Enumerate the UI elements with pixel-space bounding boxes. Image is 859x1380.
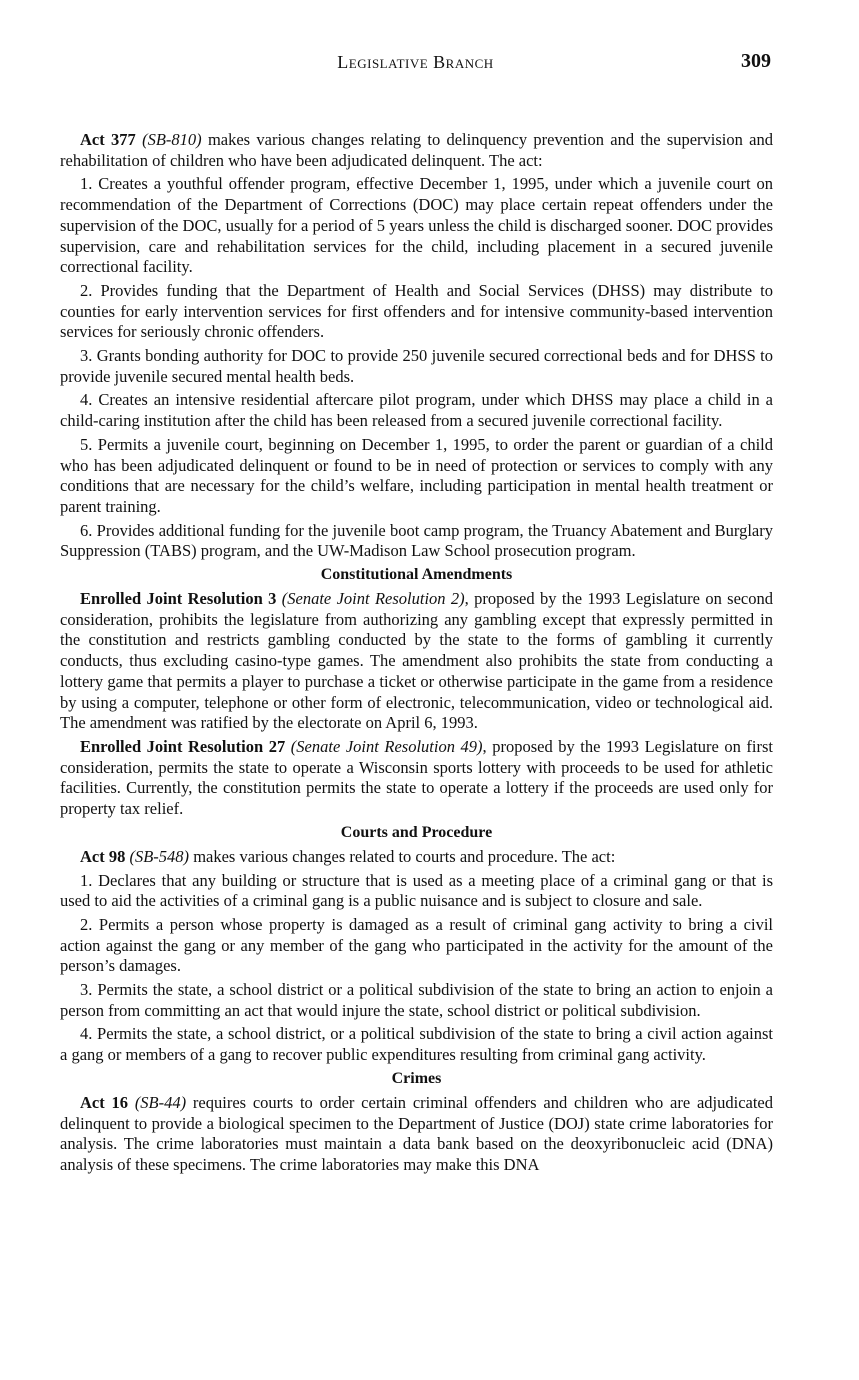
act-98-item-2: 2. Permits a person whose property is damaged as a result of criminal gang activity to bring a civil action against the gang or any member of the gang who participated in the activity for the amount of the person’s damages. [60,914,773,976]
section-heading-courts-and-procedure: Courts and Procedure [340,823,493,841]
act-377-label: Act 377 [80,130,136,149]
ejr-27-label: Enrolled Joint Resolution 27 [80,736,286,756]
act-377-item-2: 2. Provides funding that the Department of Health and Social Services (DHSS) may distribute to counties for early intervention services for first offenders and for intensive community-based intervention services for seriously chronic offenders. [60,280,773,342]
act-98-intro [60,847,773,868]
act-377-item-4: 4. Creates an intensive residential aftercare pilot program, under which DHSS may place a child in a child-caring institution after the child has been released from a secured juvenile correctional facility. [60,390,773,431]
act-377-item-3: 3. Grants bonding authority for DOC to provide 250 juvenile secured correctional beds and for DHSS to provide juvenile secured mental health beds. [60,346,773,386]
page-header [60,50,771,80]
act-377-item-5: 5. Permits a juvenile court, beginning on December 1, 1995, to order the parent or guardian of a child who has been adjudicated delinquent or found to be in need of protection or services to comply with any conditions that are necessary for the child’s welfare, including participation in mental health treatment or parent training. [60,434,773,516]
ejr-27-ref: (Senate Joint Resolution 49) [285,736,483,756]
act-377-item-6: 6. Provides additional funding for the juvenile boot camp program, the Truancy Abatement and Burglary Suppression (TABS) program, and the UW-Madison Law School prosecution program. [60,520,773,561]
act-98-item-4: 4. Permits the state, a school district, or a political subdivision of the state to bring a civil action against a gang or members of a gang to recover public expenditures resulting from criminal gang activity. [60,1024,773,1065]
act-98-intro-text: makes various changes related to courts and procedure. The act: [189,846,616,866]
act-16-text: requires courts to order certain criminal offenders and children who are adjudicated delinquent to provide a biological specimen to the Department of Justice (DOJ) state crime laboratories for analysis. The crime laboratories must maintain a data bank based on the deoxyribonucleic acid (DNA) analysis of these specimens. The crime laboratories may make this DNA [60,1092,774,1174]
act-16-label: Act 16 [80,1092,129,1112]
act-98-label: Act 98 [80,846,126,866]
page-number: 309 [741,50,771,72]
section-heading-constitutional-amendments: Constitutional Amendments [320,566,513,584]
act-98-item-1: 1. Declares that any building or structure that is used as a meeting place of a criminal gang or that is used to aid the activities of a criminal gang is a public nuisance and is subject to closure and sale. [60,870,773,911]
act-98-bill-ref: (SB-548) [125,846,190,866]
act-377-item-1: 1. Creates a youthful offender program, effective December 1, 1995, under which a juvenile court on recommendation of the Department of Corrections (DOC) may place certain repeat offenders under the supervision of the DOC, usually for a period of 5 years unless the child is discharged sooner. DOC provides supervision, care and rehabilitation services for the child, including placement in a secured juvenile correctional facility. [60,174,773,277]
ejr-3-paragraph [60,589,773,734]
act-16-paragraph [60,1093,773,1176]
act-98-item-3: 3. Permits the state, a school district or a political subdivision of the state to bring an action to enjoin a person from committing an act that would injure the state, school district or political subdivision. [60,980,773,1020]
section-heading-crimes: Crimes [391,1069,442,1087]
ejr-27-text: , proposed by the 1993 Legislature on first consideration, permits the state to operate a Wisconsin sports lottery with proceeds to be used for athletic facilities. Currently, the constitution permits the state to operate a lottery if the proceeds are used only for property tax relief. [60,736,773,819]
act-377-bill-ref: (SB-810) [142,130,202,149]
ejr-3-label: Enrolled Joint Resolution 3 [80,589,277,609]
ejr-27-paragraph [60,737,773,820]
body-text [60,130,773,1179]
act-377-intro [60,130,773,171]
act-377-intro-text: makes various changes relating to delinquency prevention and the supervision and rehabilitation of children who have been adjudicated delinquent. The act: [60,130,774,170]
act-16-bill-ref: (SB-44) [128,1092,187,1112]
ejr-3-ref: (Senate Joint Resolution 2) [276,589,465,609]
ejr-3-text: , proposed by the 1993 Legislature on second consideration, prohibits the legislature from authorizing any gambling except that expressly permitted in the constitution and restricts gambling conducted by the state to the forms of gambling it currently conducts, thus excluding casino-type games. The amendment also prohibits the state from conducting a lottery game that permits a player to purchase a ticket or otherwise participate in the game from a residence by using a computer, telephone or other form of electronic, telecommunication, video or technological aid. The amendment was ratified by the electorate on April 6, 1993. [60,589,774,733]
running-head: Legislative Branch [337,52,494,72]
